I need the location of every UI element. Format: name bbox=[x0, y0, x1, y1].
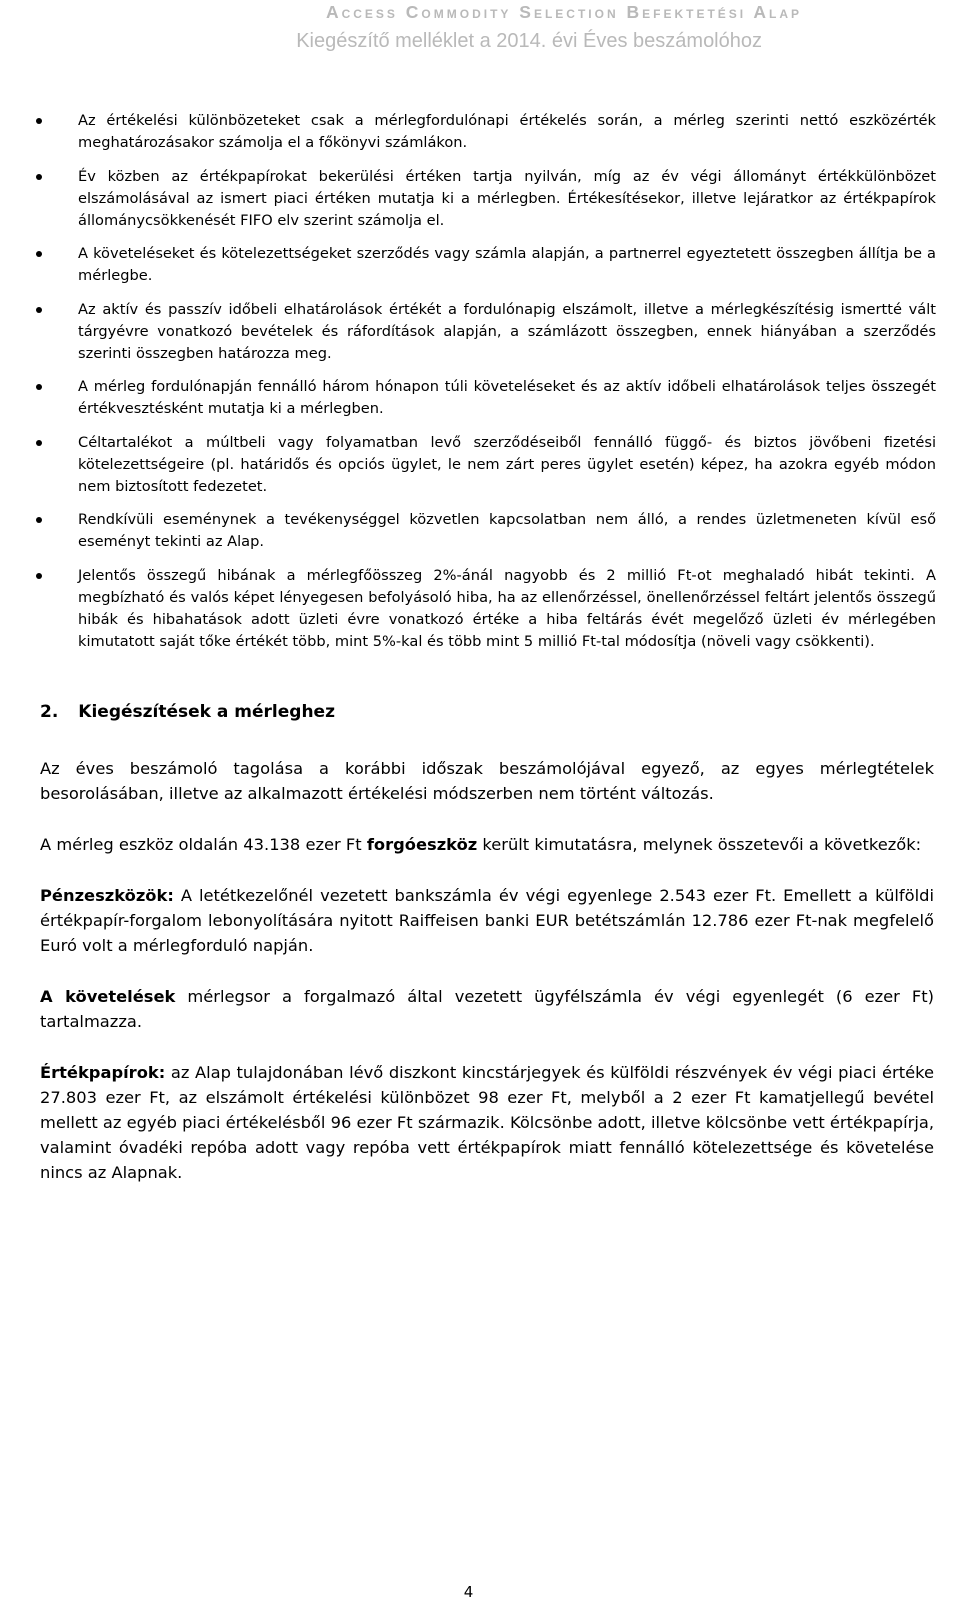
list-item bbox=[36, 432, 936, 498]
paragraph-receivables bbox=[40, 984, 934, 1034]
accounting-policy-list bbox=[36, 110, 936, 664]
list-item-text: Jelentős összegű hibának a mérlegfőösszeg 2%-ánál nagyobb és 2 millió Ft-ot meghaladó hibát tekinti. A megbízható és valós képet lényegesen befolyásoló hiba, ha az ellenőrzéssel, önellenőrzéssel feltárt jelentős összegű hibák és hibahatások adott üzleti évre vonatkozó értéke a hiba feltárás évét megelőző üzleti év mérlegében kimutatott saját tőke értékét több, mint 5%-kal és több mint 5 millió Ft-tal módosítja (növeli vagy csökkenti). bbox=[78, 566, 936, 650]
list-item bbox=[36, 509, 936, 553]
paragraph-cash bbox=[40, 883, 934, 958]
list-item bbox=[36, 565, 936, 653]
balance-sheet-supplement-section bbox=[40, 702, 934, 1211]
page-number: 4 bbox=[463, 1583, 474, 1601]
bullet-icon bbox=[36, 384, 42, 390]
bullet-icon bbox=[36, 517, 42, 523]
paragraph-structure: Az éves beszámoló tagolása a korábbi időszak beszámolójával egyező, az egyes mérlegtételek besorolásában, illetve az alkalmazott értékelési módszerben nem történt változás. bbox=[40, 759, 934, 803]
bullet-icon bbox=[36, 440, 42, 446]
paragraph-securities bbox=[40, 1060, 934, 1185]
list-item bbox=[36, 243, 936, 287]
text: A letétkezelőnél vezetett bankszámla év végi egyenlege 2.543 ezer Ft. Emellett a külföldi értékpapír-forgalom lebonyolítására nyitott Raiffeisen banki EUR betétszámlán 12.786 ezer Ft-nak megfelelő Euró volt a mérlegforduló napján. bbox=[40, 886, 934, 955]
bullet-icon bbox=[36, 573, 42, 579]
bold-term: forgóeszköz bbox=[366, 835, 478, 854]
report-subtitle: Kiegészítő melléklet a 2014. évi Éves beszámolóhoz bbox=[296, 30, 762, 52]
fund-title: Access Commodity Selection Befektetési Alap bbox=[325, 2, 802, 22]
bold-term: Értékpapírok: bbox=[40, 1063, 166, 1082]
section-number: 2. bbox=[40, 702, 59, 722]
bullet-icon bbox=[36, 307, 42, 313]
page-header bbox=[0, 0, 960, 62]
bullet-icon bbox=[36, 251, 42, 257]
text: az Alap tulajdonában lévő diszkont kincstárjegyek és külföldi részvények év végi piaci értéke 27.803 ezer Ft, az elszámolt értékelési különbözet 98 ezer Ft, melyből a 2 ezer Ft kamatjellegű bevétel mellett az egyéb piaci értékelésből 96 ezer Ft származik. Kölcsönbe adott, illetve kölcsönbe vett értékpapírja, valamint óvadéki repóba adott vagy repóba vett értékpapírok miatt fennálló kötelezettsége és követelése nincs az Alapnak. bbox=[40, 1063, 934, 1182]
list-item bbox=[36, 110, 936, 154]
section-title: Kiegészítések a mérleghez bbox=[78, 702, 335, 722]
list-item bbox=[36, 166, 936, 232]
list-item-text: Rendkívüli eseménynek a tevékenységgel közvetlen kapcsolatban nem álló, a rendes üzletmeneten kívül eső eseményt tekinti az Alap. bbox=[78, 511, 936, 550]
bold-term: A követelések bbox=[40, 987, 176, 1006]
list-item bbox=[36, 376, 936, 420]
list-item-text: A követeléseket és kötelezettségeket szerződés vagy számla alapján, a partnerrel egyeztetett összegben állítja be a mérlegbe. bbox=[78, 245, 936, 284]
list-item-text: Év közben az értékpapírokat bekerülési értéken tartja nyilván, míg az év végi állományt értékkülönbözet elszámolásával az ismert piaci értéken mutatja ki a mérlegben. Értékesítésekor, illetve lejáratkor az értékpapírok állománycsökkenését FIFO elv szerint számolja el. bbox=[78, 167, 936, 229]
list-item-text: Az értékelési különbözeteket csak a mérlegfordulónapi értékelés során, a mérleg szerinti nettó eszközérték meghatározásakor számolja el a főkönyvi számlákon. bbox=[78, 112, 936, 151]
bullet-icon bbox=[36, 118, 42, 124]
text: került kimutatásra, melynek összetevői a következők: bbox=[477, 835, 922, 854]
list-item-text: Az aktív és passzív időbeli elhatárolások értékét a fordulónapig elszámolt, illetve a mérlegkészítésig ismertté vált tárgyévre vonatkozó bevételek és ráfordítások alapján, a számlázott összegben, ennek hiányában a szerződés szerinti összegben határozza meg. bbox=[78, 300, 936, 362]
bullet-icon bbox=[36, 174, 42, 180]
text: mérlegsor a forgalmazó által vezetett ügyfélszámla év végi egyenlegét (6 ezer Ft) tartalmazza. bbox=[40, 987, 934, 1031]
list-item-text: Céltartalékot a múltbeli vagy folyamatban levő szerződéseiből fennálló függő- és biztos jövőbeni fizetési kötelezettségeire (pl. határidős és opciós ügylet, le nem zárt peres ügylet esetén) képez, ha azokra egyéb módon nem biztosított fedezetet. bbox=[78, 433, 936, 495]
bold-term: Pénzeszközök: bbox=[40, 886, 174, 905]
paragraph-current-assets bbox=[40, 832, 934, 857]
section-heading bbox=[40, 702, 934, 722]
list-item-text: A mérleg fordulónapján fennálló három hónapon túli követeléseket és az aktív időbeli elhatárolások teljes összegét értékvesztésként mutatja ki a mérlegben. bbox=[78, 378, 936, 417]
list-item bbox=[36, 299, 936, 365]
text: A mérleg eszköz oldalán 43.138 ezer Ft bbox=[40, 835, 367, 854]
